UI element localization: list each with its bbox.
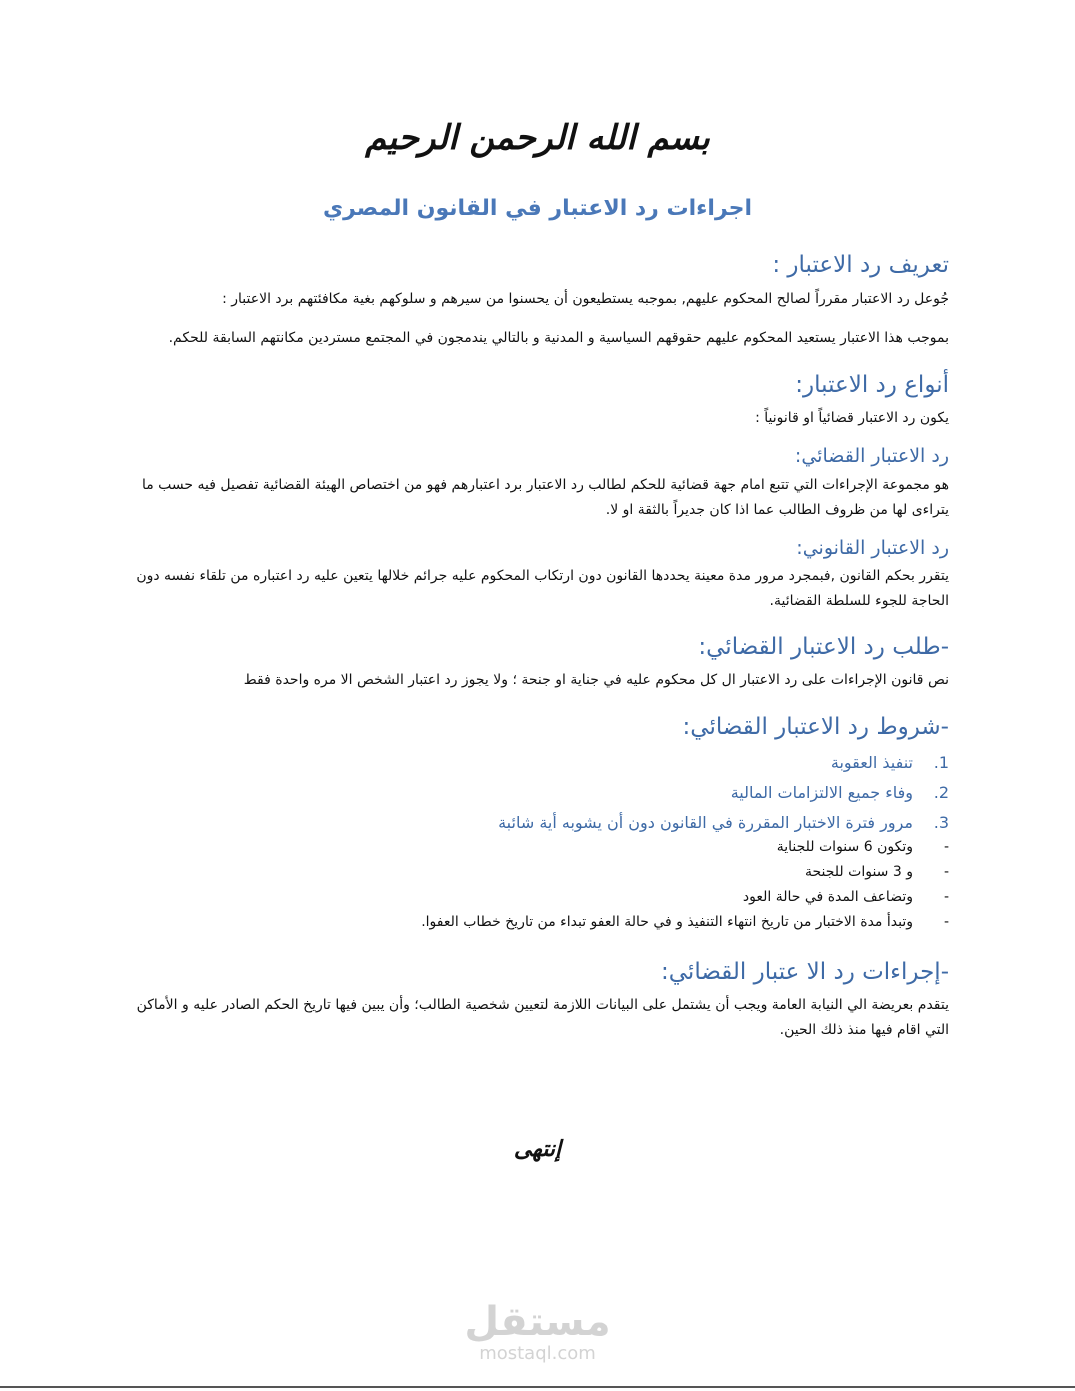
condition-sub-text: وتبدأ مدة الاختبار من تاريخ انتهاء التنفيذ و في حالة العفو تبداء من تاريخ خطاب العفوا.	[421, 914, 913, 930]
condition-text: مرور فترة الاختبار المقررة في القانون دون أن يشوبه أية شائبة	[498, 813, 913, 832]
judicial-paragraph: هو مجموعة الإجراءات التي تتبع امام جهة قضائية للحكم لطالب رد الاعتبار برد اعتبارهم فهو من اختصاص الهيئة القضائية تفصيل فيه حسب ما يتراءى لها من ظروف الطالب عما اذا كان جديراً بالثقة او لا.	[141, 477, 949, 518]
legal-paragraph: يتقرر بحكم القانون ,فبمجرد مرور مدة معينة يحددها القانون دون ارتكاب المحكوم عليه جرائم خلالها يتعين عليه رد اعتباره من تلقاء نفسه دون الحاجة للجوء للسلطة القضائية.	[136, 568, 949, 609]
conditions-sub-list	[119, 839, 949, 939]
legal-heading: رد الاعتبار القانوني:	[796, 537, 949, 559]
condition-sub-text: وتضاعف المدة في حالة العود	[742, 889, 913, 905]
condition-sub-item	[119, 914, 949, 939]
condition-number: 3.	[933, 813, 949, 832]
request-heading: -طلب رد الاعتبار القضائي:	[698, 634, 949, 660]
condition-item	[119, 753, 949, 783]
condition-sub-text: و 3 سنوات للجنحة	[804, 864, 913, 880]
dash-bullet: -	[943, 889, 949, 905]
condition-text: وفاء جميع الالتزامات المالية	[730, 783, 913, 802]
mostaql-watermark	[0, 1300, 1075, 1364]
conditions-heading: -شروط رد الاعتبار القضائي:	[682, 714, 949, 740]
types-heading: أنواع رد الاعتبار:	[795, 372, 949, 398]
watermark-latin: mostaql.com	[479, 1343, 596, 1364]
condition-sub-text: وتكون 6 سنوات للجناية	[776, 839, 913, 855]
document-title: اجراءات رد الاعتبار في القانون المصري	[322, 196, 753, 221]
request-paragraph: نص قانون الإجراءات على رد الاعتبار ال كل محكوم عليه في جناية او جنحة ؛ ولا يجوز رد اعتبار الشخص الا مره واحدة فقط	[243, 672, 949, 688]
condition-number: 1.	[933, 753, 949, 772]
watermark-arabic: مستقل	[464, 1299, 611, 1345]
condition-item	[119, 783, 949, 813]
dash-bullet: -	[943, 914, 949, 930]
condition-sub-item	[119, 889, 949, 914]
types-intro: يكون رد الاعتبار قضائياً او قانونياً :	[755, 410, 949, 426]
basmala-heading: بسم الله الرحمن الرحيم	[365, 118, 710, 158]
condition-number: 2.	[933, 783, 949, 802]
definition-paragraph-2: بموجب هذا الاعتبار يستعيد المحكوم عليهم حقوقهم السياسية و المدنية و بالتالي يندمجون في المجتمع مستردين مكانتهم السابقة للحكم.	[168, 330, 949, 346]
condition-text: تنفيذ العقوبة	[830, 753, 913, 772]
judicial-heading: رد الاعتبار القضائي:	[794, 445, 949, 467]
dash-bullet: -	[943, 839, 949, 855]
condition-sub-item	[119, 864, 949, 889]
end-word: إنتهى	[513, 1136, 562, 1162]
procedures-heading: -إجراءات رد الا عتبار القضائي:	[661, 959, 949, 985]
condition-sub-item	[119, 839, 949, 864]
dash-bullet: -	[943, 864, 949, 880]
page-bottom-border	[0, 1386, 1075, 1388]
conditions-list	[119, 753, 949, 843]
definition-heading: تعريف رد الاعتبار :	[772, 252, 949, 278]
definition-paragraph-1: جُوعل رد الاعتبار مقرراً لصالح المحكوم عليهم, بموجبه يستطيعون أن يحسنوا من سيرهم و سلوكهم بغية مكافئتهم برد الاعتبار :	[222, 291, 949, 307]
procedures-paragraph: يتقدم بعريضة الي النيابة العامة ويجب أن يشتمل على البيانات اللازمة لتعيين شخصية الطالب؛ وأن يبين فيها تاريخ الحكم الصادر عليه و الأماكن التي اقام فيها منذ ذلك الحين.	[136, 997, 949, 1038]
